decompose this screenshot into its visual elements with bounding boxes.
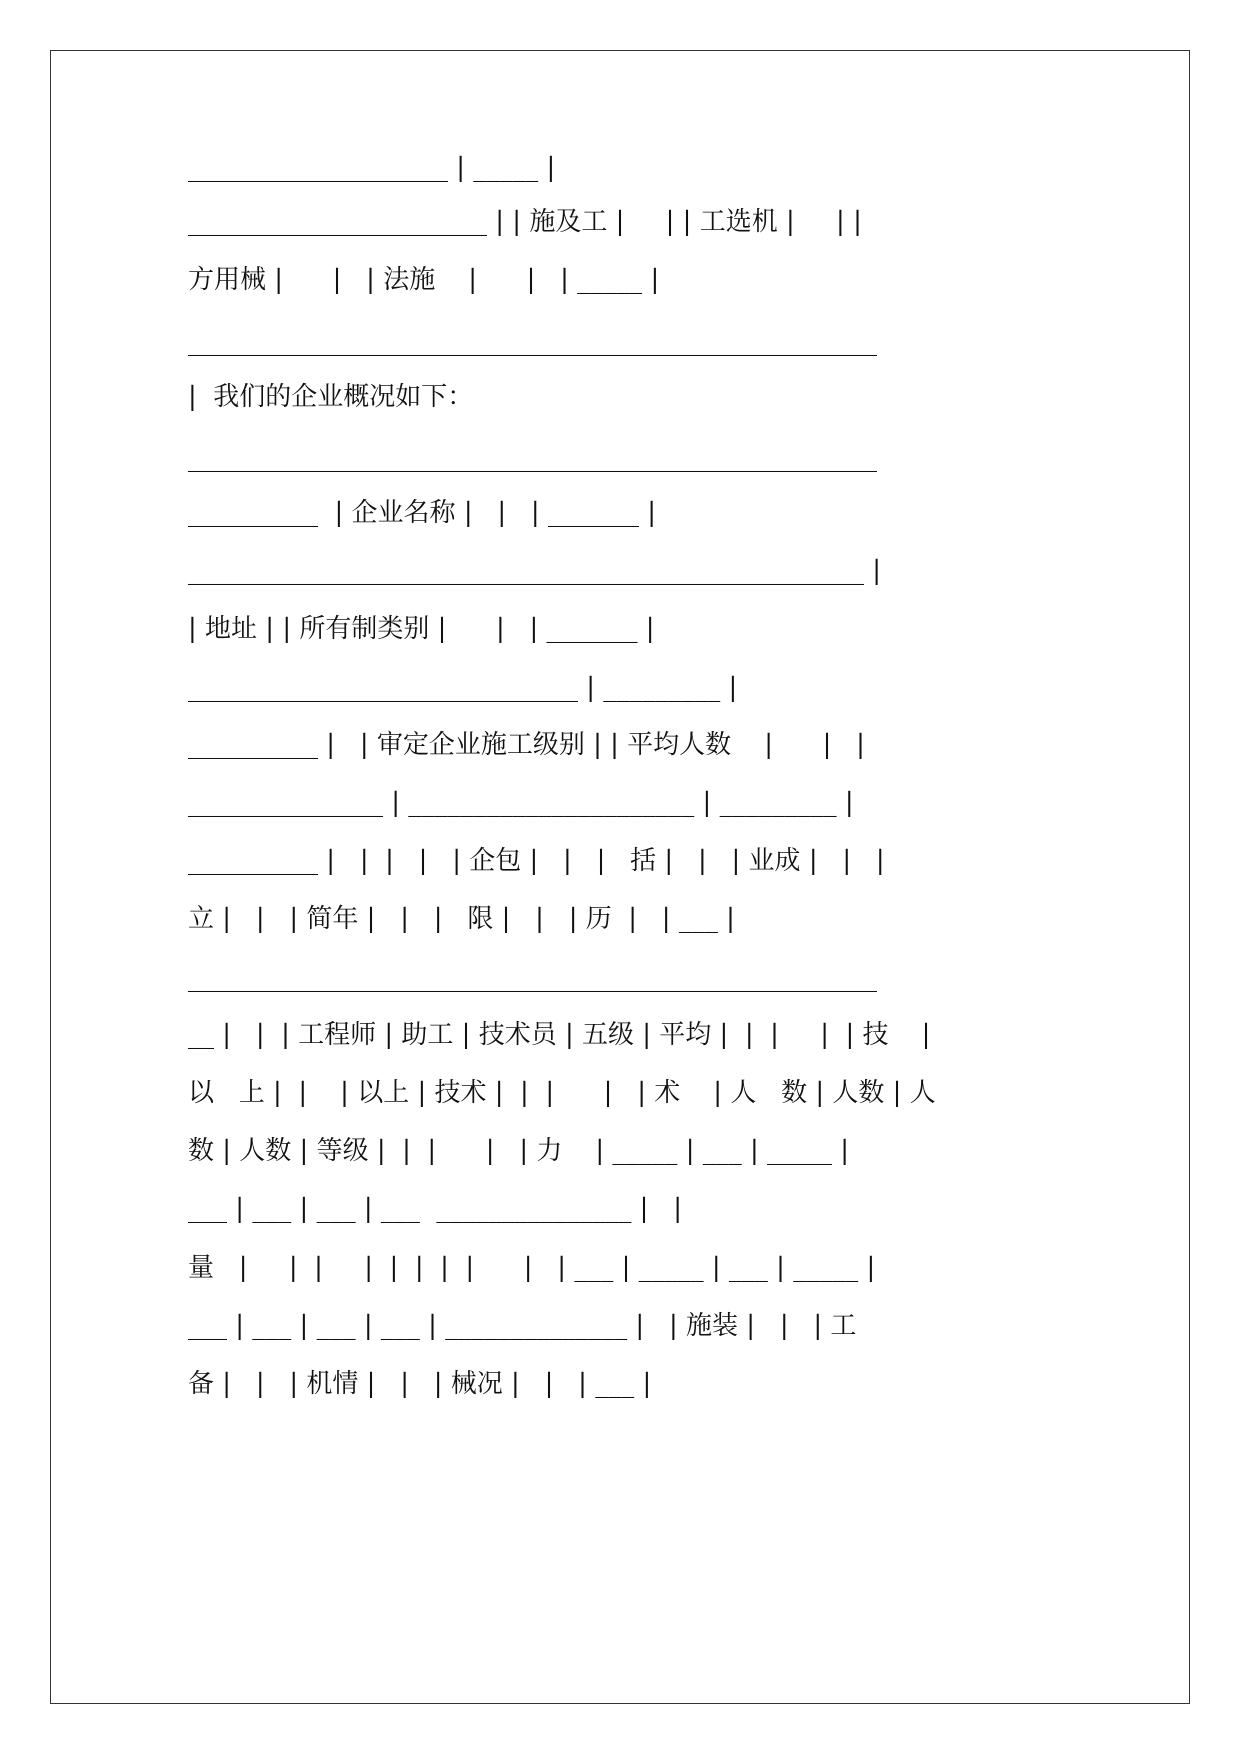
text-line: | 我们的企业概况如下： xyxy=(188,382,474,412)
text-line: __________ | | | | | 企包 | | | 括 | | | 业成 | | | xyxy=(188,846,885,876)
text-line: 立 | | | 简年 | | | 限 | | | 历 | | ___ | xyxy=(188,904,735,934)
text-line: 数 | 人数 | 等级 | | | | | 力 | _____ | ___ | _____ | xyxy=(188,1136,850,1166)
text-line: ____________________ | _____ | xyxy=(188,153,556,183)
text-line: _______________ | ______________________ | _________ | xyxy=(188,788,854,818)
text-line: 量 | | | | | | | | | | ___ | _____ | ___ | _____ | xyxy=(188,1253,876,1283)
divider-line: _____________________________________________________ xyxy=(188,327,877,357)
text-line: 备 | | | 机情 | | | 械况 | | | ___ | xyxy=(188,1369,652,1399)
text-line: ___ | ___ | ___ | ___ | ______________ | | 施装 | | | 工 xyxy=(188,1311,857,1341)
text-line: __ | | | 工程师 | 助工 | 技术员 | 五级 | 平均 | | | | | 技 | xyxy=(188,1020,931,1050)
text-line: _______________________ | | 施及工 | | | 工选机 | | | xyxy=(188,207,862,237)
text-line: __________ | | 审定企业施工级别 | | 平均人数 | | | xyxy=(188,730,865,760)
text-line: ____________________________________________________ | xyxy=(188,556,882,586)
divider-line: _____________________________________________________ xyxy=(188,963,877,993)
text-line: 以 上 | | | 以上 | 技术 | | | | | 术 | 人 数 | 人数 | 人 xyxy=(188,1078,936,1108)
text-line: __________ | 企业名称 | | | _______ | xyxy=(188,498,656,528)
divider-line: _____________________________________________________ xyxy=(188,443,877,473)
text-line: | 地址 | | 所有制类别 | | | _______ | xyxy=(188,614,655,644)
text-line: ___ | ___ | ___ | ___ _______________ | | xyxy=(188,1194,682,1224)
text-line: 方用械 | | | 法施 | | | _____ | xyxy=(188,265,660,295)
text-line: ______________________________ | _________ | xyxy=(188,673,738,703)
